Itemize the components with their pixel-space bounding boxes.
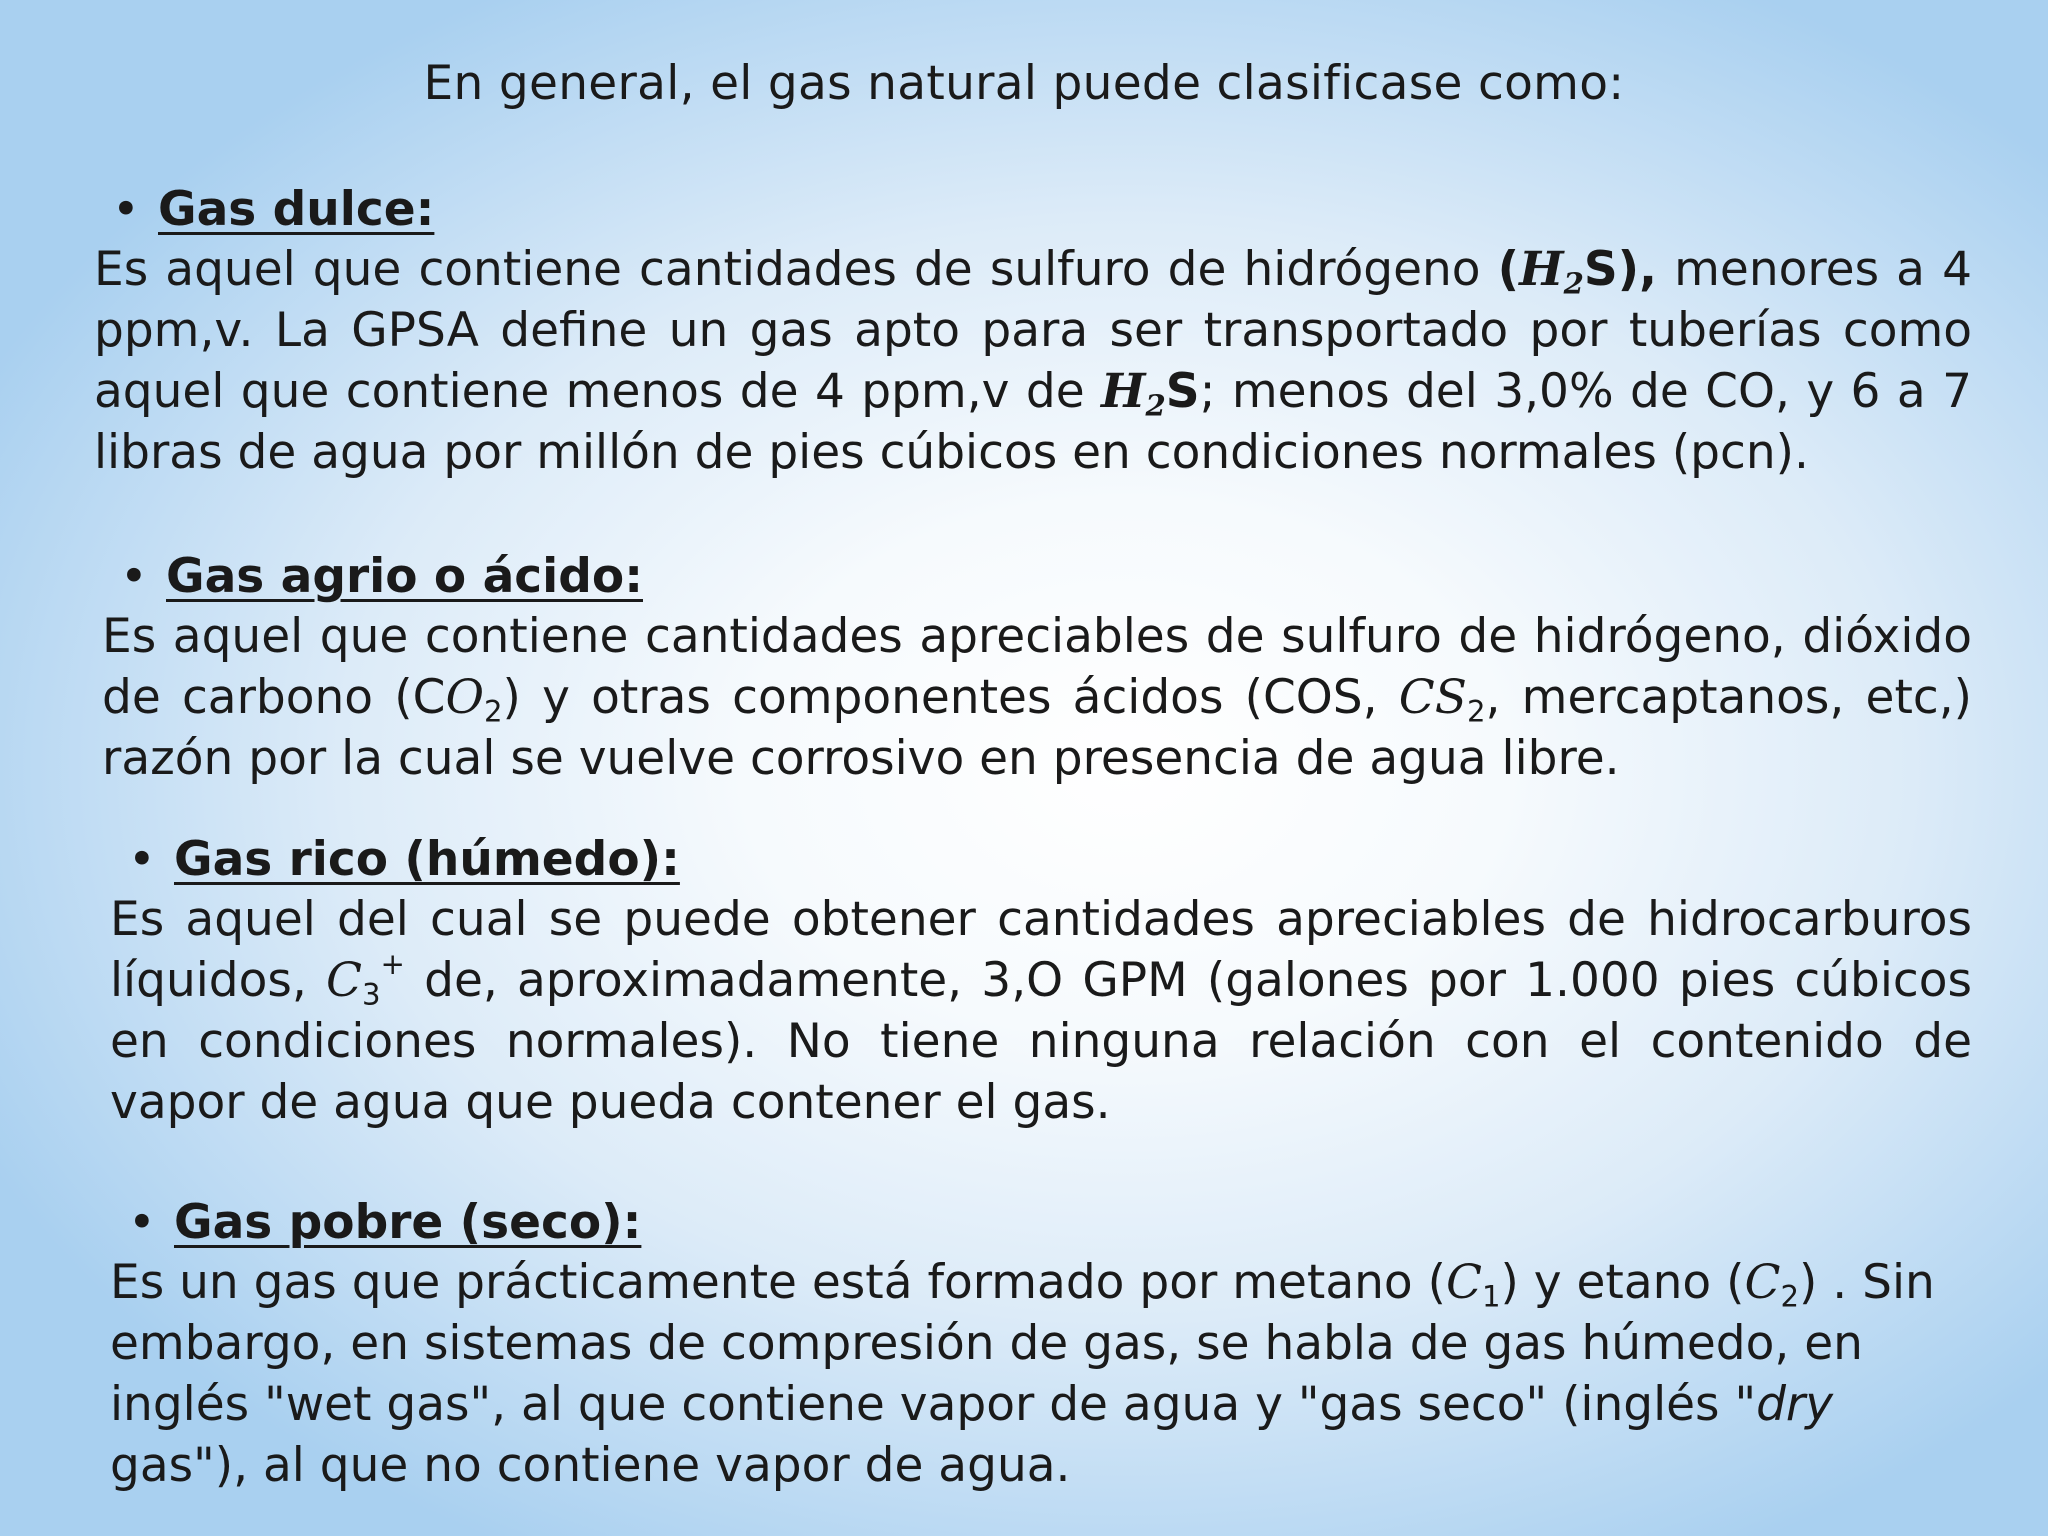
body-text: ; menos del 3,0% de CO, y 6 a 7 libras de agua por millón de pies cúbicos en condiciones normales (pcn). (94, 364, 1972, 480)
body-text: menores a 4 ppm,v. La GPSA define un gas apto para ser transportado por tuberías como aquel que contiene menos de 4 ppm,v de (94, 242, 1972, 419)
section-heading-row (94, 181, 1972, 239)
body-text: Es un gas que prácticamente está formado por metano ( (110, 1255, 1446, 1310)
section-gas-rico (110, 831, 1972, 1133)
section-heading: Gas agrio o ácido: (166, 549, 643, 604)
formula-c1: C (1445, 1255, 1482, 1310)
section-gas-agrio (102, 548, 1972, 789)
section-heading-row (102, 548, 1972, 606)
section-heading: Gas pobre (seco): (174, 1195, 642, 1250)
body-text: Es aquel del cual se puede obtener cantidades apreciables de hidrocarburos líquidos, (110, 892, 1972, 1008)
body-text: ) y etano ( (1500, 1255, 1745, 1310)
bullet-icon: • (112, 182, 140, 237)
formula-c2: C (1744, 1255, 1781, 1310)
formula-superscript: + (380, 947, 405, 982)
formula-text: S (1165, 364, 1200, 419)
formula-paren: ( (1497, 242, 1520, 297)
body-text: de, aproximadamente, 3,O GPM (galones por 1.000 pies cúbicos en condiciones normales). No tiene ninguna relación con el contenido de vapor de agua que pueda contener el gas. (110, 953, 1972, 1130)
section-gas-dulce (94, 181, 1972, 483)
formula-cs2: S (1434, 670, 1467, 725)
formula-co2: O (445, 670, 484, 725)
intro-line: En general, el gas natural puede clasificase como: (423, 56, 1625, 111)
formula-cs2: C (1398, 670, 1435, 725)
formula-subscript: 2 (1780, 1279, 1799, 1314)
section-body (102, 606, 1972, 789)
section-heading-row (110, 1194, 1972, 1252)
section-heading: Gas dulce: (158, 182, 435, 237)
section-heading-row (110, 831, 1972, 889)
section-body (110, 889, 1972, 1133)
body-text: Es aquel que contiene cantidades apreciables de sulfuro de hidrógeno, dióxido de carbono (C (102, 609, 1972, 725)
section-gas-pobre (110, 1194, 1972, 1496)
formula-subscript: 2 (1145, 388, 1166, 423)
body-text: Es aquel que contiene cantidades de sulfuro de hidrógeno (94, 242, 1498, 297)
body-text: ) y otras componentes ácidos (COS, (502, 670, 1399, 725)
formula-subscript: 2 (1466, 694, 1486, 729)
formula-h2s: H (1519, 242, 1564, 297)
section-body (94, 239, 1972, 483)
bullet-icon: • (128, 832, 156, 887)
formula-subscript: 1 (1481, 1279, 1501, 1314)
bullet-icon: • (128, 1195, 156, 1250)
formula-subscript: 2 (484, 694, 503, 729)
formula-c3plus: C (326, 953, 362, 1008)
body-text: , mercaptanos, etc,) razón por la cual se vuelve corrosivo en presencia de agua libre. (102, 670, 1973, 786)
bullet-icon: • (120, 549, 148, 604)
body-text: gas"), al que no contiene vapor de agua. (110, 1438, 1071, 1493)
formula-h2s: H (1101, 364, 1146, 419)
italic-term: "dry (1734, 1377, 1834, 1432)
formula-subscript: 2 (1563, 266, 1584, 301)
formula-text: S), (1583, 242, 1658, 297)
formula-subscript: 3 (361, 977, 381, 1012)
body-text: ) . Sin embargo, en sistemas de compresión de gas, se habla de gas húmedo, en inglés "wet gas", al que contiene vapor de agua y "gas seco" (inglés (110, 1255, 1935, 1432)
section-heading: Gas rico (húmedo): (174, 832, 680, 887)
section-body (110, 1252, 1972, 1496)
